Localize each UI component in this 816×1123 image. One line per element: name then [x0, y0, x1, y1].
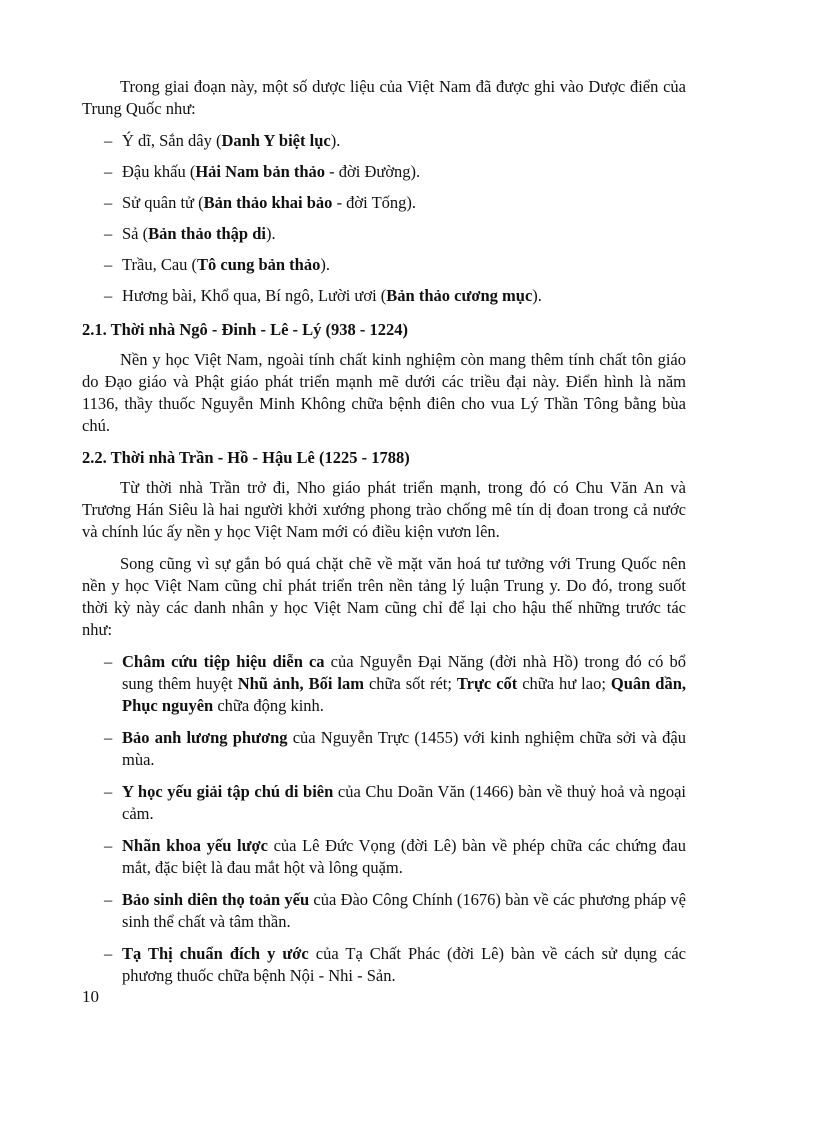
list-item: – Y học yếu giải tập chú di biên của Chu Doãn Văn (1466) bàn về thuỷ hoả và ngoại cảm.: [82, 781, 686, 825]
work-title: Bảo anh lương phương: [122, 728, 288, 747]
list-item: – Sử quân tử (Bản thảo khai bảo - đời Tống).: [82, 192, 686, 214]
page-content: [82, 76, 686, 999]
book-title: Tô cung bản thảo: [197, 255, 321, 274]
intro-paragraph: Trong giai đoạn này, một số dược liệu của Việt Nam đã được ghi vào Dược điển của Trung Quốc như:: [82, 77, 686, 118]
list-item: – Bảo anh lương phương của Nguyễn Trực (1455) với kinh nghiệm chữa sởi và đậu mùa.: [82, 727, 686, 771]
list-item: – Châm cứu tiệp hiệu diễn ca của Nguyễn Đại Năng (đời nhà Hồ) trong đó có bổ sung thêm huyệt Nhũ ảnh, Bối lam chữa sốt rét; Trực cốt chữa hư lao; Quân dần, Phục nguyên chữa động kinh.: [82, 651, 686, 717]
section-2-2-paragraph-1: Từ thời nhà Trần trở đi, Nho giáo phát triển mạnh, trong đó có Chu Văn An và Trương Hán Siêu là hai người khởi xướng phong trào chống mê tín dị đoan trong cả nước và chính lúc ấy nền y học Việt Nam mới có điều kiện vươn lên.: [82, 478, 686, 541]
works-list: [82, 651, 686, 987]
section-2-2-paragraph-2: Song cũng vì sự gắn bó quá chặt chẽ về mặt văn hoá tư tưởng với Trung Quốc nên nền y học Việt Nam cũng chỉ phát triển trên nền tảng lý luận Trung y. Do đó, trong suốt thời kỳ này các danh nhân y học Việt Nam cũng chỉ để lại cho hậu thế những trước tác như:: [82, 554, 686, 639]
work-title: Y học yếu giải tập chú di biên: [122, 782, 334, 801]
list-item: – Nhãn khoa yếu lược của Lê Đức Vọng (đời Lê) bàn về phép chữa các chứng đau mắt, đặc biệt là đau mắt hột và lông quặm.: [82, 835, 686, 879]
list-item: – Ý dĩ, Sắn dây (Danh Y biệt lục).: [82, 130, 686, 152]
section-2-1-paragraph: Nền y học Việt Nam, ngoài tính chất kinh nghiệm còn mang thêm tính chất tôn giáo do Đạo giáo và Phật giáo phát triển mạnh mẽ dưới các triều đại này. Điển hình là năm 1136, thầy thuốc Nguyễn Minh Không chữa bệnh điên cho vua Lý Thần Tông bằng bùa chú.: [82, 350, 686, 435]
page-number: 10: [82, 987, 99, 1006]
book-title: Danh Y biệt lục: [221, 131, 331, 150]
book-title: Bản thảo khai bảo: [203, 193, 333, 212]
list-item: – Sả (Bản thảo thập di).: [82, 223, 686, 245]
work-title: Châm cứu tiệp hiệu diễn ca: [122, 652, 325, 671]
book-title: Bản thảo thập di: [148, 224, 266, 243]
section-heading-2-1: 2.1. Thời nhà Ngô - Đinh - Lê - Lý (938 - 1224): [82, 320, 409, 339]
work-title: Tạ Thị chuẩn đích y ước: [122, 944, 309, 963]
herb-list: [82, 130, 686, 307]
list-item: – Hương bài, Khổ qua, Bí ngô, Lười ươi (Bản thảo cương mục).: [82, 285, 686, 307]
section-heading-2-2: 2.2. Thời nhà Trần - Hồ - Hậu Lê (1225 - 1788): [82, 448, 410, 467]
list-item: – Tạ Thị chuẩn đích y ước của Tạ Chất Phác (đời Lê) bàn về cách sử dụng các phương thuốc chữa bệnh Nội - Nhi - Sản.: [82, 943, 686, 987]
work-title: Nhãn khoa yếu lược: [122, 836, 268, 855]
list-item: – Đậu khấu (Hải Nam bản thảo - đời Đường).: [82, 161, 686, 183]
book-title: Hải Nam bản thảo: [195, 162, 326, 181]
list-item: – Bảo sinh diên thọ toản yếu của Đào Công Chính (1676) bàn về các phương pháp vệ sinh thể chất và tâm thần.: [82, 889, 686, 933]
work-title: Bảo sinh diên thọ toản yếu: [122, 890, 310, 909]
book-title: Bản thảo cương mục: [386, 286, 533, 305]
list-item: – Trầu, Cau (Tô cung bản thảo).: [82, 254, 686, 276]
